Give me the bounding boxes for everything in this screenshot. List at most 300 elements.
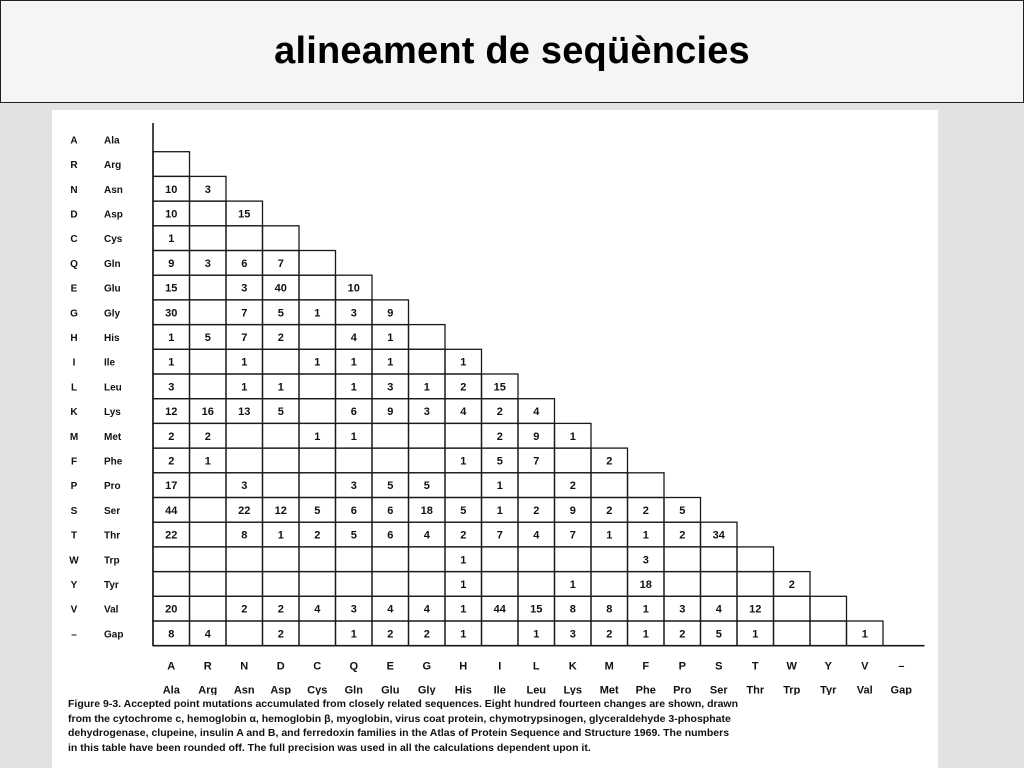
matrix-cell xyxy=(190,522,227,547)
cell-value: 1 xyxy=(861,628,868,641)
cell-value: 5 xyxy=(715,628,722,641)
cell-value: 7 xyxy=(496,529,503,542)
row-code-label: P xyxy=(70,481,78,493)
mutation-matrix xyxy=(52,110,938,695)
cell-value: 5 xyxy=(496,455,503,468)
cell-value: 5 xyxy=(350,529,357,542)
cell-value: 2 xyxy=(460,529,467,542)
row-code-label: Y xyxy=(70,579,78,591)
matrix-cell xyxy=(299,448,336,473)
cell-value: 10 xyxy=(347,282,360,295)
matrix-cell xyxy=(299,473,336,498)
cell-value: 1 xyxy=(496,504,503,517)
cell-value: 4 xyxy=(533,406,540,419)
cell-value: 1 xyxy=(168,356,175,369)
row-code-label: A xyxy=(70,135,78,147)
row-name-label: Glu xyxy=(104,283,121,295)
row-code-label: L xyxy=(70,382,78,394)
cell-value: 4 xyxy=(350,331,357,344)
cell-value: 10 xyxy=(165,183,178,196)
cell-value: 1 xyxy=(350,356,357,369)
column-code-label: H xyxy=(459,660,468,673)
matrix-cell xyxy=(372,572,409,597)
matrix-cell xyxy=(372,423,409,448)
matrix-cell xyxy=(190,374,227,399)
matrix-cell xyxy=(226,572,263,597)
cell-value: 4 xyxy=(460,406,467,419)
slide-title-bar xyxy=(0,0,1024,103)
cell-value: 12 xyxy=(165,406,178,419)
cell-value: 1 xyxy=(314,430,321,443)
row-name-label: Leu xyxy=(104,382,122,394)
matrix-cell xyxy=(482,572,519,597)
row-code-label: T xyxy=(70,530,78,542)
cell-value: 1 xyxy=(423,381,430,394)
cell-value: 9 xyxy=(387,406,394,419)
column-name-label: Ile xyxy=(493,684,506,695)
row-code-label: S xyxy=(70,505,78,517)
matrix-cell xyxy=(226,547,263,572)
cell-value: 3 xyxy=(168,381,175,394)
cell-value: 2 xyxy=(606,504,613,517)
cell-value: 1 xyxy=(314,356,321,369)
matrix-cell xyxy=(774,596,811,621)
cell-value: 3 xyxy=(569,628,576,641)
cell-value: 2 xyxy=(277,603,284,616)
column-name-label: Trp xyxy=(783,684,801,695)
matrix-cell xyxy=(153,572,190,597)
cell-value: 3 xyxy=(423,406,430,419)
cell-value: 7 xyxy=(277,257,284,270)
caption-line: from the cytochrome c, hemoglobin α, hemoglobin β, myoglobin, virus coat protein, chymotrypsinogen, glyceraldehyde 3-phosphate xyxy=(68,712,731,725)
cell-value: 15 xyxy=(530,603,543,616)
cell-value: 9 xyxy=(569,504,576,517)
column-name-label: Gln xyxy=(344,684,363,695)
cell-value: 1 xyxy=(752,628,759,641)
matrix-cell xyxy=(336,448,373,473)
column-name-label: Glu xyxy=(381,684,400,695)
cell-value: 4 xyxy=(314,603,321,616)
cell-value: 1 xyxy=(350,430,357,443)
matrix-cell xyxy=(482,547,519,572)
cell-value: 15 xyxy=(493,381,506,394)
mutation-matrix-figure xyxy=(52,110,938,768)
cell-value: 1 xyxy=(642,529,649,542)
matrix-cell xyxy=(263,473,300,498)
row-name-label: Val xyxy=(104,604,119,616)
cell-value: 3 xyxy=(350,603,357,616)
matrix-cell xyxy=(190,596,227,621)
row-code-label: N xyxy=(70,184,78,196)
matrix-cell xyxy=(372,448,409,473)
cell-value: 8 xyxy=(569,603,576,616)
column-code-label: T xyxy=(751,660,759,673)
column-name-label: Gly xyxy=(417,684,436,695)
matrix-cell xyxy=(628,473,665,498)
column-code-label: L xyxy=(532,660,540,673)
matrix-cell xyxy=(409,448,446,473)
column-code-label: G xyxy=(422,660,432,673)
matrix-cell xyxy=(518,473,555,498)
row-name-label: Gap xyxy=(104,629,124,641)
row-name-label: Thr xyxy=(104,530,121,542)
cell-value: 40 xyxy=(274,282,287,295)
cell-value: 1 xyxy=(350,381,357,394)
row-code-label: K xyxy=(70,407,78,419)
column-code-label: M xyxy=(604,660,614,673)
cell-value: 22 xyxy=(238,504,251,517)
cell-value: 6 xyxy=(350,406,357,419)
cell-value: 2 xyxy=(387,628,394,641)
matrix-cell xyxy=(299,275,336,300)
row-name-label: Tyr xyxy=(104,579,119,591)
cell-value: 1 xyxy=(387,356,394,369)
row-code-label: G xyxy=(70,308,78,320)
matrix-cell xyxy=(263,448,300,473)
cell-value: 1 xyxy=(533,628,540,641)
cell-value: 4 xyxy=(533,529,540,542)
matrix-cell xyxy=(810,621,847,646)
cell-value: 2 xyxy=(679,529,686,542)
column-name-label: Pro xyxy=(673,684,692,695)
cell-value: 17 xyxy=(165,480,178,493)
cell-value: 1 xyxy=(569,430,576,443)
matrix-cell xyxy=(190,275,227,300)
cell-value: 2 xyxy=(277,628,284,641)
row-name-label: Ser xyxy=(104,505,121,517)
matrix-cell xyxy=(299,621,336,646)
cell-value: 20 xyxy=(165,603,178,616)
cell-value: 34 xyxy=(712,529,725,542)
matrix-cell xyxy=(190,547,227,572)
cell-value: 1 xyxy=(460,628,467,641)
matrix-cell xyxy=(737,572,774,597)
cell-value: 7 xyxy=(533,455,540,468)
column-name-label: Arg xyxy=(198,684,218,695)
column-name-label: Asp xyxy=(270,684,292,695)
matrix-cell xyxy=(372,547,409,572)
column-code-label: W xyxy=(786,660,797,673)
matrix-cell xyxy=(190,498,227,523)
cell-value: 6 xyxy=(387,529,394,542)
matrix-cell xyxy=(774,621,811,646)
row-code-label: R xyxy=(70,160,78,172)
cell-value: 1 xyxy=(460,578,467,591)
matrix-cell xyxy=(810,596,847,621)
cell-value: 12 xyxy=(274,504,287,517)
cell-value: 1 xyxy=(460,554,467,567)
cell-value: 9 xyxy=(168,257,175,270)
cell-value: 2 xyxy=(277,331,284,344)
matrix-cell xyxy=(190,572,227,597)
column-name-label: Ser xyxy=(709,684,728,695)
cell-value: 9 xyxy=(387,307,394,320)
cell-value: 5 xyxy=(277,406,284,419)
row-name-label: Ile xyxy=(104,357,116,369)
cell-value: 1 xyxy=(569,578,576,591)
matrix-cell xyxy=(555,448,592,473)
caption-line: in this table have been rounded off. The full precision was used in all the calculations dependent upon it. xyxy=(68,741,591,754)
cell-value: 10 xyxy=(165,208,178,221)
row-code-label: I xyxy=(72,357,76,369)
matrix-cell xyxy=(409,325,446,350)
caption-line: dehydrogenase, clupeine, insulin A and B, and ferredoxin families in the Atlas of Protein Sequence and Structure 1969. The numbers xyxy=(68,727,730,739)
cell-value: 1 xyxy=(460,455,467,468)
cell-value: 15 xyxy=(165,282,178,295)
row-name-label: Gln xyxy=(104,258,121,270)
matrix-cell xyxy=(263,349,300,374)
cell-value: 4 xyxy=(423,603,430,616)
matrix-cell xyxy=(591,572,628,597)
cell-value: 3 xyxy=(387,381,394,394)
cell-value: 44 xyxy=(165,504,178,517)
cell-value: 2 xyxy=(241,603,248,616)
matrix-cell xyxy=(409,423,446,448)
matrix-cell xyxy=(591,547,628,572)
column-code-label: A xyxy=(167,660,176,673)
row-name-label: Lys xyxy=(104,407,121,419)
cell-value: 8 xyxy=(241,529,248,542)
matrix-cell xyxy=(263,226,300,251)
column-name-label: Tyr xyxy=(820,684,837,695)
matrix-cell xyxy=(664,572,701,597)
column-code-label: D xyxy=(276,660,285,673)
cell-value: 2 xyxy=(788,578,795,591)
column-name-label: Thr xyxy=(746,684,765,695)
cell-value: 2 xyxy=(606,455,613,468)
matrix-cell xyxy=(190,226,227,251)
figure-caption xyxy=(68,697,928,755)
cell-value: 2 xyxy=(314,529,321,542)
row-code-label: H xyxy=(70,332,78,344)
matrix-cell xyxy=(263,423,300,448)
cell-value: 1 xyxy=(496,480,503,493)
matrix-cell xyxy=(737,547,774,572)
row-code-label: D xyxy=(70,209,78,221)
cell-value: 1 xyxy=(168,233,175,246)
row-code-label: – xyxy=(71,629,77,641)
matrix-cell xyxy=(153,547,190,572)
row-name-label: Pro xyxy=(104,481,121,493)
row-code-label: W xyxy=(69,555,79,567)
cell-value: 2 xyxy=(204,430,211,443)
cell-value: 5 xyxy=(204,331,211,344)
cell-value: 4 xyxy=(204,628,211,641)
matrix-cell xyxy=(263,547,300,572)
column-code-label: E xyxy=(386,660,394,673)
column-code-label: V xyxy=(861,660,869,673)
row-name-label: Trp xyxy=(104,555,120,567)
cell-value: 22 xyxy=(165,529,178,542)
column-code-label: F xyxy=(642,660,650,673)
cell-value: 30 xyxy=(165,307,178,320)
cell-value: 3 xyxy=(204,257,211,270)
column-name-label: His xyxy=(454,684,472,695)
row-code-label: E xyxy=(70,283,78,295)
column-name-label: Gap xyxy=(890,684,912,695)
row-name-label: Cys xyxy=(104,234,123,246)
cell-value: 2 xyxy=(460,381,467,394)
column-name-label: Cys xyxy=(307,684,328,695)
cell-value: 1 xyxy=(277,529,284,542)
cell-value: 1 xyxy=(460,603,467,616)
cell-value: 5 xyxy=(423,480,430,493)
column-code-label: I xyxy=(498,660,502,673)
column-name-label: Lys xyxy=(563,684,583,695)
matrix-cell xyxy=(226,226,263,251)
matrix-cell xyxy=(190,201,227,226)
column-code-label: Y xyxy=(824,660,832,673)
column-name-label: Asn xyxy=(233,684,255,695)
row-name-label: Met xyxy=(104,431,122,443)
matrix-cell xyxy=(299,547,336,572)
cell-value: 8 xyxy=(168,628,175,641)
cell-value: 18 xyxy=(639,578,652,591)
cell-value: 3 xyxy=(642,554,649,567)
row-name-label: Arg xyxy=(104,160,122,172)
matrix-cell xyxy=(263,572,300,597)
row-code-label: C xyxy=(70,234,78,246)
cell-value: 1 xyxy=(606,529,613,542)
matrix-cell xyxy=(445,423,482,448)
cell-value: 7 xyxy=(241,307,248,320)
matrix-cell xyxy=(299,325,336,350)
matrix-cell xyxy=(701,572,738,597)
column-code-label: – xyxy=(898,660,905,673)
column-name-label: Phe xyxy=(635,684,656,695)
column-code-label: Q xyxy=(349,660,359,673)
cell-value: 5 xyxy=(314,504,321,517)
matrix-cell xyxy=(664,547,701,572)
cell-value: 7 xyxy=(569,529,576,542)
matrix-cell xyxy=(299,399,336,424)
column-name-label: Leu xyxy=(526,684,547,695)
row-name-label: Asp xyxy=(104,209,123,221)
matrix-cell xyxy=(226,621,263,646)
cell-value: 5 xyxy=(679,504,686,517)
cell-value: 1 xyxy=(460,356,467,369)
column-code-label: S xyxy=(715,660,723,673)
matrix-cell xyxy=(299,572,336,597)
cell-value: 2 xyxy=(496,406,503,419)
row-name-label: Asn xyxy=(104,184,123,196)
cell-value: 2 xyxy=(679,628,686,641)
cell-value: 6 xyxy=(241,257,248,270)
cell-value: 3 xyxy=(350,480,357,493)
matrix-cell xyxy=(518,572,555,597)
cell-value: 3 xyxy=(350,307,357,320)
cell-value: 13 xyxy=(238,406,251,419)
cell-value: 1 xyxy=(314,307,321,320)
matrix-cell xyxy=(701,547,738,572)
matrix-cell xyxy=(190,349,227,374)
matrix-cell xyxy=(336,572,373,597)
cell-value: 8 xyxy=(606,603,613,616)
cell-value: 18 xyxy=(420,504,433,517)
matrix-cell xyxy=(409,547,446,572)
cell-value: 5 xyxy=(460,504,467,517)
cell-value: 1 xyxy=(277,381,284,394)
column-name-label: Ala xyxy=(162,684,180,695)
column-code-label: N xyxy=(240,660,249,673)
column-code-label: K xyxy=(568,660,577,673)
cell-value: 2 xyxy=(642,504,649,517)
cell-value: 1 xyxy=(168,331,175,344)
cell-value: 3 xyxy=(241,282,248,295)
column-code-label: R xyxy=(203,660,212,673)
row-name-label: Phe xyxy=(104,456,123,468)
cell-value: 12 xyxy=(749,603,762,616)
column-name-label: Val xyxy=(856,684,873,695)
matrix-cell xyxy=(153,152,190,177)
cell-value: 1 xyxy=(204,455,211,468)
cell-value: 2 xyxy=(569,480,576,493)
cell-value: 2 xyxy=(606,628,613,641)
matrix-cell xyxy=(336,547,373,572)
cell-value: 3 xyxy=(204,183,211,196)
caption-line: Figure 9-3. Accepted point mutations accumulated from closely related sequences. Eight hundred fourteen changes are shown, drawn xyxy=(68,698,739,710)
cell-value: 2 xyxy=(496,430,503,443)
cell-value: 1 xyxy=(642,603,649,616)
row-code-label: M xyxy=(69,431,79,443)
cell-value: 3 xyxy=(679,603,686,616)
matrix-cell xyxy=(409,572,446,597)
cell-value: 1 xyxy=(642,628,649,641)
matrix-cell xyxy=(226,423,263,448)
cell-value: 44 xyxy=(493,603,506,616)
cell-value: 5 xyxy=(277,307,284,320)
cell-value: 4 xyxy=(423,529,430,542)
cell-value: 2 xyxy=(423,628,430,641)
cell-value: 1 xyxy=(241,381,248,394)
matrix-cell xyxy=(190,300,227,325)
column-code-label: C xyxy=(313,660,322,673)
cell-value: 3 xyxy=(241,480,248,493)
cell-value: 9 xyxy=(533,430,540,443)
row-name-label: Gly xyxy=(104,308,121,320)
column-name-label: Met xyxy=(599,684,619,695)
matrix-cell xyxy=(555,547,592,572)
cell-value: 1 xyxy=(350,628,357,641)
cell-value: 2 xyxy=(168,455,175,468)
cell-value: 1 xyxy=(387,331,394,344)
matrix-cell xyxy=(482,621,519,646)
cell-value: 6 xyxy=(350,504,357,517)
cell-value: 2 xyxy=(168,430,175,443)
row-name-label: His xyxy=(104,332,120,344)
row-code-label: Q xyxy=(70,258,78,270)
cell-value: 2 xyxy=(533,504,540,517)
matrix-cell xyxy=(518,547,555,572)
cell-value: 16 xyxy=(201,406,214,419)
matrix-cell xyxy=(299,374,336,399)
row-name-label: Ala xyxy=(104,135,120,147)
column-code-label: P xyxy=(678,660,686,673)
cell-value: 5 xyxy=(387,480,394,493)
slide-title: alineament de seqüències xyxy=(274,30,750,72)
cell-value: 7 xyxy=(241,331,248,344)
matrix-cell xyxy=(190,473,227,498)
matrix-cell xyxy=(591,473,628,498)
row-code-label: F xyxy=(70,456,78,468)
cell-value: 1 xyxy=(241,356,248,369)
matrix-cell xyxy=(226,448,263,473)
matrix-cell xyxy=(445,473,482,498)
row-code-label: V xyxy=(70,604,78,616)
matrix-cell xyxy=(409,349,446,374)
cell-value: 6 xyxy=(387,504,394,517)
matrix-cell xyxy=(299,251,336,276)
